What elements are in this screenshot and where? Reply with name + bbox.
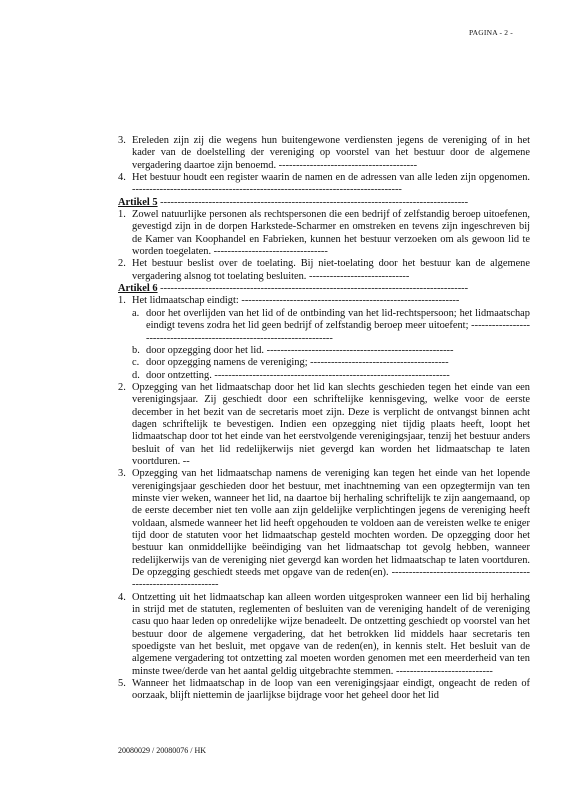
- sub-list-item: [118, 345, 530, 357]
- list-item: [118, 209, 530, 258]
- sub-item-letter: c.: [132, 357, 140, 369]
- list-item: [118, 678, 530, 703]
- item-text: Opzegging van het lidmaatschap namens de vereniging kan tegen het einde van het lopende verenigingsjaar geschieden door het bestuur, met inachtneming van een opzegtermijn van ten minste vier weken, wanneer het lid, na daartoe bij herhaling schriftelijk te zijn aangemaand, op de eerste december niet ten volle aan zijn geldelijke verplichtingen jegens de vereniging heeft voldaan, alsmede wanneer het lid heeft opgehouden te voldoen aan de vereisten welke te eniger tijd door de statuten voor het lidmaatschap gesteld mochten worden. De opzegging door het bestuur kan onmiddellijke beëindiging van het lidmaatschap tot gevolg hebben, wanneer redelijkerwijs van de vereniging niet gevergd kan worden het lidmaatschap te laten voortduren. De opzegging geschiedt steeds met opgave van de reden(en). -----------------------------------------------------------------: [132, 468, 530, 591]
- item-text: Wanneer het lidmaatschap in de loop van een verenigingsjaar eindigt, ongeacht de reden of oorzaak, blijft niettemin de jaarlijkse bijdrage voor het geheel door het lid: [132, 678, 530, 702]
- article-heading: [118, 197, 530, 209]
- sub-list-item: [118, 357, 530, 369]
- list-item: [118, 258, 530, 283]
- item-number: 2.: [118, 381, 126, 393]
- sub-item-text: door opzegging door het lid. ------------------------------------------------------: [146, 344, 454, 356]
- sub-item-text: door ontzetting. --------------------------------------------------------------------: [146, 369, 450, 381]
- item-number: 1.: [118, 295, 126, 307]
- sub-item-letter: d.: [132, 369, 140, 381]
- heading-dashes: -----------------------------------------------------------------------------------------: [157, 196, 469, 208]
- sub-item-letter: a.: [132, 307, 140, 319]
- item-text: Ereleden zijn zij die wegens hun buitengewone verdiensten jegens de vereniging of in het kader van de doelstelling der vereniging op voorstel van het bestuur door de algemene vergadering daartoe zijn benoemd. ----------------------------------------: [132, 135, 530, 171]
- list-item: [118, 135, 530, 172]
- item-number: 4.: [118, 172, 126, 184]
- article-title: Artikel 5: [118, 196, 158, 208]
- list-item: [118, 468, 530, 591]
- list-item: [118, 172, 530, 197]
- document-reference: 20080029 / 20080076 / HK: [118, 746, 206, 755]
- item-number: 2.: [118, 258, 126, 270]
- article-title: Artikel 6: [118, 283, 158, 295]
- list-item: [118, 382, 530, 468]
- item-text: Het lidmaatschap eindigt: ---------------------------------------------------------------: [132, 295, 460, 307]
- sub-item-text: door het overlijden van het lid of de ontbinding van het lid-rechtspersoon; het lidmaatschap eindigt tevens zodra het lid geen bedrijf of zelfstandig beroep meer uitoefent; -----------------------------------------------------------------------: [146, 307, 530, 344]
- item-text: Ontzetting uit het lidmaatschap kan alleen worden uitgesproken wanneer een lid bij herhaling in strijd met de statuten, reglementen of besluiten van de vereniging handelt of de vereniging casu quo haar leden op onredelijke wijze benadeelt. De ontzetting geschiedt op voorstel van het bestuur door de algemene vergadering, dat het betrokken lid middels haar secretaris ten spoedigste van het besluit, met opgave van de reden(en), in kennis stelt. Het besluit van de algemene vergadering tot ontzetting zal moeten worden genomen met een meerderheid van ten minste twee/derde van het aantal geldig uitgebrachte stemmen. ----------------------------: [132, 591, 530, 677]
- item-text: Opzegging van het lidmaatschap door het lid kan slechts geschieden tegen het einde van een verenigingsjaar. Zij geschiedt door een schriftelijke kennisgeving, welke voor de eerste december in het bezit van de secretaris moet zijn. Deze is verplicht de ontvangst binnen acht dagen schriftelijk te bevestigen. Indien een opzegging niet tijdig plaats heeft, loopt het lidmaatschap door tot het einde van het eerstvolgende verenigingsjaar, tenzij het bestuur anders besluit of van het lid redelijkerwijs niet gevergd kan worden het lidmaatschap te laten voortduren. --: [132, 381, 530, 467]
- item-number: 5.: [118, 678, 126, 690]
- item-text: Het bestuur houdt een register waarin de namen en de adressen van alle leden zijn opgenomen. ------------------------------------------------------------------------------: [132, 172, 530, 196]
- sub-list-item: [118, 370, 530, 382]
- article-heading: [118, 283, 530, 295]
- item-number: 4.: [118, 591, 126, 603]
- item-text: Het bestuur beslist over de toelating. Bij niet-toelating door het bestuur kan de algemene vergadering alsnog tot toelating besluiten. -----------------------------: [132, 258, 530, 282]
- heading-dashes: -----------------------------------------------------------------------------------------: [157, 283, 469, 295]
- item-text: Zowel natuurlijke personen als rechtspersonen die een bedrijf of zelfstandig beroep uitoefenen, gevestigd zijn in de dorpen Harkstede-Scharmer en omstreken en tevens zijn ingeschreven bij de Kamer van Koophandel en Fabrieken, kunnen het bestuur verzoeken om als gewoon lid te worden toegelaten. ---------------------------------: [132, 209, 530, 258]
- document-body: [118, 135, 530, 703]
- sub-list-item: [118, 308, 530, 345]
- list-item: [118, 295, 530, 307]
- sub-item-text: door opzegging namens de vereniging; ----------------------------------------: [146, 357, 449, 369]
- sub-item-letter: b.: [132, 344, 140, 356]
- list-item: [118, 592, 530, 678]
- page-number: PAGINA - 2 -: [468, 28, 513, 37]
- item-number: 3.: [118, 135, 126, 146]
- item-number: 3.: [118, 468, 126, 480]
- item-number: 1.: [118, 209, 126, 221]
